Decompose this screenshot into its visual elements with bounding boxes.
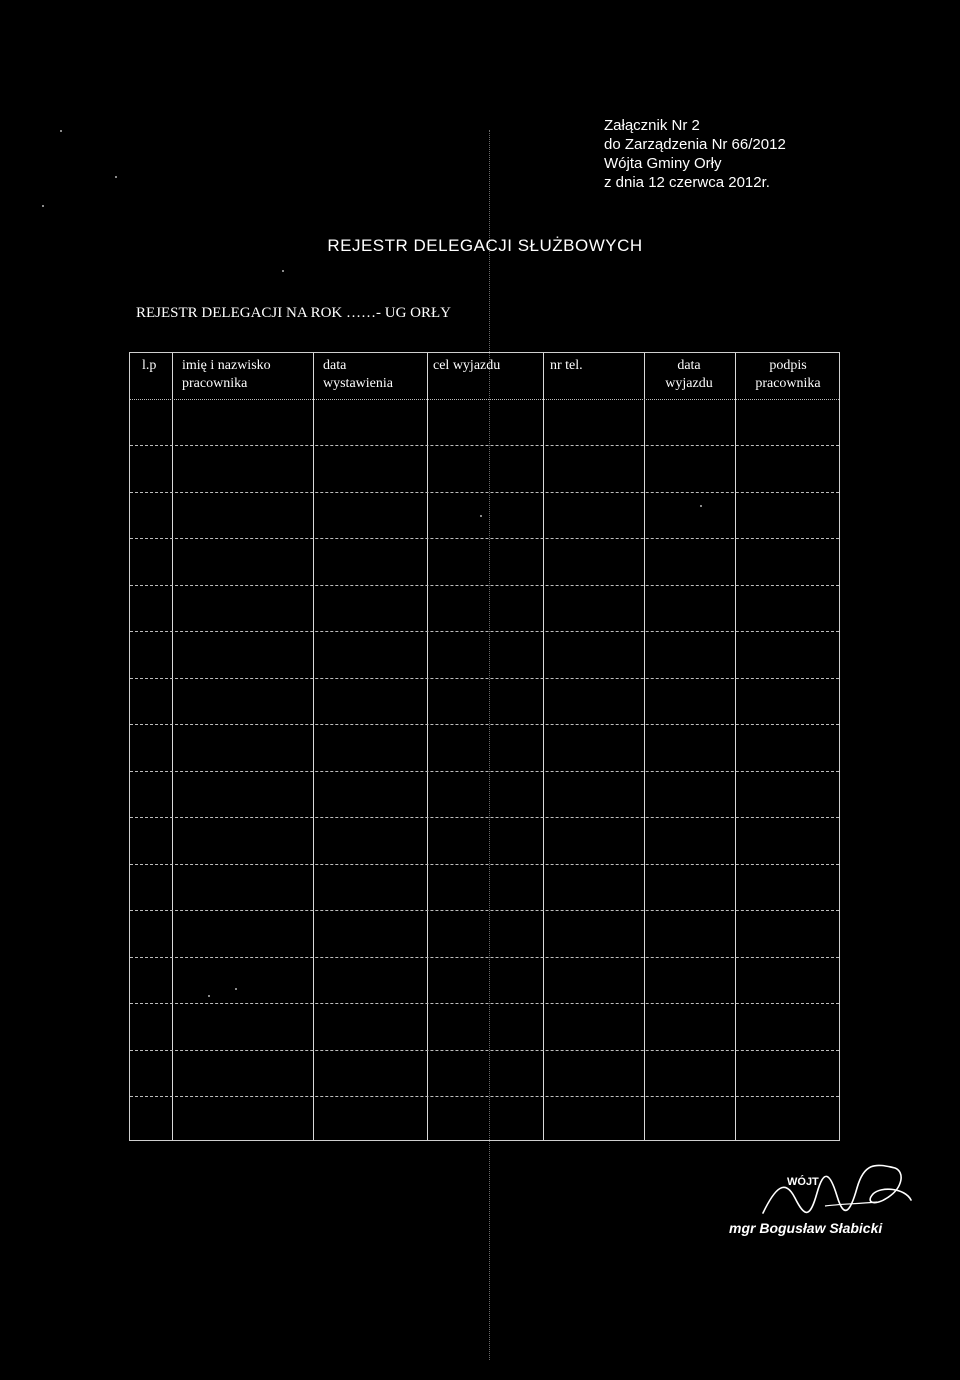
delegation-register-table bbox=[129, 352, 840, 1141]
table-row-divider bbox=[130, 817, 839, 818]
table-row-divider bbox=[130, 585, 839, 586]
annex-line-2: do Zarządzenia Nr 66/2012 bbox=[604, 136, 786, 153]
document-title: REJESTR DELEGACJI SŁUŻBOWYCH bbox=[327, 236, 643, 255]
column-divider bbox=[172, 353, 173, 1140]
header-phone-label: nr tel. bbox=[550, 358, 583, 373]
table-row-divider bbox=[130, 678, 839, 679]
header-phone bbox=[550, 357, 583, 375]
column-divider bbox=[543, 353, 544, 1140]
header-lp bbox=[142, 357, 156, 375]
signatory-position: WÓJT bbox=[787, 1176, 819, 1188]
table-row-divider bbox=[130, 445, 839, 446]
annex-line-1: Załącznik Nr 2 bbox=[604, 117, 700, 134]
header-employee-signature bbox=[740, 357, 836, 393]
header-trip-purpose bbox=[433, 357, 500, 375]
table-row-divider bbox=[130, 957, 839, 958]
table-row-divider bbox=[130, 631, 839, 632]
scan-speck bbox=[235, 988, 237, 990]
table-row-divider bbox=[130, 864, 839, 865]
column-divider bbox=[427, 353, 428, 1140]
signatory-name: mgr Bogusław Słabicki bbox=[729, 1220, 883, 1236]
header-issue-date-line1: data bbox=[323, 358, 347, 373]
header-departure-date bbox=[653, 357, 725, 393]
scan-speck bbox=[60, 130, 62, 132]
header-departure-date-line1: data bbox=[677, 358, 701, 373]
annex-note bbox=[604, 116, 786, 192]
scan-speck bbox=[480, 515, 482, 517]
column-divider bbox=[644, 353, 645, 1140]
annex-line-3: Wójta Gminy Orły bbox=[604, 155, 722, 172]
header-employee-name-line1: imię i nazwisko bbox=[182, 358, 271, 373]
annex-line-4: z dnia 12 czerwca 2012r. bbox=[604, 174, 770, 191]
header-employee-signature-line1: podpis bbox=[769, 358, 807, 373]
table-row-divider bbox=[130, 1003, 839, 1004]
scan-speck bbox=[42, 205, 44, 207]
mayor-signature-block bbox=[725, 1158, 925, 1248]
header-employee-name bbox=[182, 357, 271, 393]
register-year-heading: REJESTR DELEGACJI NA ROK ……- UG ORŁY bbox=[136, 305, 451, 321]
scan-speck bbox=[700, 505, 702, 507]
header-issue-date-line2: wystawienia bbox=[323, 376, 393, 391]
table-row-divider bbox=[130, 910, 839, 911]
table-row-divider bbox=[130, 724, 839, 725]
header-row-divider bbox=[130, 399, 839, 400]
table-row-divider bbox=[130, 538, 839, 539]
table-row-divider bbox=[130, 1050, 839, 1051]
header-issue-date bbox=[323, 357, 393, 393]
table-row-divider bbox=[130, 771, 839, 772]
header-employee-name-line2: pracownika bbox=[182, 376, 248, 391]
header-lp-label: l.p bbox=[142, 358, 157, 373]
scan-speck bbox=[115, 176, 117, 178]
column-divider bbox=[313, 353, 314, 1140]
handwritten-signature bbox=[755, 1158, 915, 1228]
scan-speck bbox=[208, 995, 210, 997]
header-trip-purpose-label: cel wyjazdu bbox=[433, 358, 501, 373]
header-employee-signature-line2: pracownika bbox=[755, 376, 821, 391]
scan-speck bbox=[282, 270, 284, 272]
header-departure-date-line2: wyjazdu bbox=[665, 376, 713, 391]
table-row-divider bbox=[130, 492, 839, 493]
table-row-divider bbox=[130, 1096, 839, 1097]
column-divider bbox=[735, 353, 736, 1140]
